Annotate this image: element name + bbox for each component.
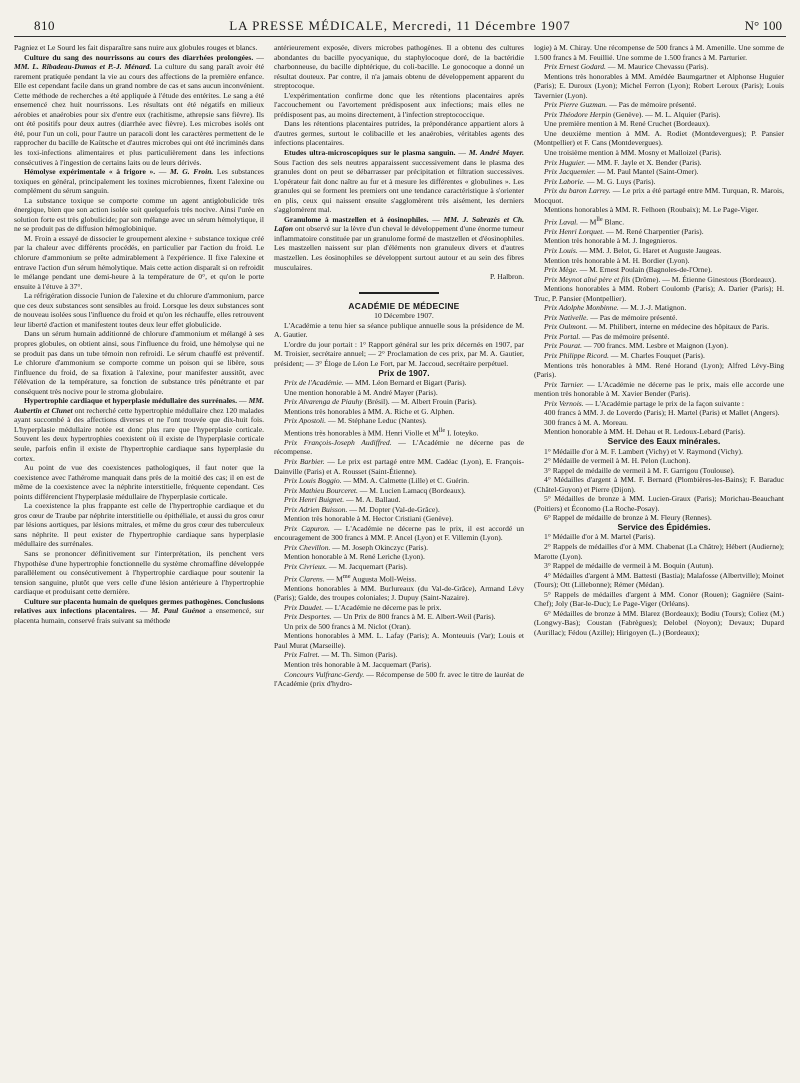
paragraph: Prix Civrieux. — M. Jacquemart (Paris).	[284, 561, 408, 571]
paragraph: Mention très honorable à M. Hector Cristiani (Genève).	[284, 514, 454, 524]
column-left	[14, 43, 264, 1083]
paragraph: Une deuxième mention à MM. A. Rodiet (Montdevergues); P. Pansier (Montpellier) et F. Cans (Montdevergues).	[534, 128, 784, 148]
paragraph: 400 francs à MM. J. de Loverdo (Paris); H. Martel (Paris) et Mallet (Angers).	[544, 408, 780, 418]
paragraph: Prix Pourat. — 700 francs. MM. Lesbre et Maignon (Lyon).	[544, 341, 729, 351]
paragraph: 3° Rappel de médaille de vermeil à M. Boquin (Autun).	[544, 561, 714, 571]
paragraph: Prix Ernest Godard. — M. Maurice Chevassu (Paris).	[544, 62, 709, 72]
paragraph: Prix Tarnier. — L'Académie ne décerne pas le prix, mais elle accorde une mention très honorable à M. Xavier Bender (Paris).	[534, 379, 784, 399]
paragraph: 2° Rappels de médailles d'or à MM. Chabenat (La Châtre); Hébert (Audierne); Marotte (Lyon).	[534, 541, 784, 561]
paragraph: 5° Rappels de médailles d'argent à MM. Conor (Rouen); Gagnière (Saint-Chef); Joly (Bar-le-Duc); Le Page-Viger (Orléans).	[534, 589, 784, 609]
paragraph: Prix Vernois. — L'Académie partage le prix de la façon suivante :	[544, 398, 745, 408]
paragraph: Prix Philippe Ricord. — M. Charles Fouquet (Paris).	[544, 351, 705, 361]
paragraph: Prix Oulmont. — M. Philibert, interne en médecine des hôpitaux de Paris.	[544, 322, 770, 332]
paragraph: Prix Henri Lorquet. — M. René Charpentier (Paris).	[544, 226, 704, 236]
paragraph: Prix Mège. — M. Ernest Poulain (Bagnoles-de-l'Orne).	[544, 265, 713, 275]
paragraph: Prix Adolphe Monbinne. — M. J.-J. Matignon.	[544, 303, 687, 313]
paragraph: Prix François-Joseph Audiffred. — L'Académie ne décerne pas de récompense.	[274, 437, 524, 457]
paragraph: Mentions très honorables à MM. A. Riche et G. Alphen.	[284, 406, 455, 416]
paragraph: Mentions très honorables à MM. René Horand (Lyon); Alfred Lévy-Bing (Paris).	[534, 360, 784, 380]
paragraph: Au point de vue des coexistences pathologiques, il faut noter que la coexistence avec l'athérome manquait dans près de la moitié des cas; il en est de même de la coexistence avec la néphrite interstitielle, fréquente cependant. Ces points différencient l'hyperplasie médullaire de l'hyperplasie corticale.	[14, 463, 264, 501]
section-divider	[359, 292, 439, 294]
paragraph: L'Académie a tenu hier sa séance publique annuelle sous la présidence de M. A. Gautier.	[274, 320, 524, 340]
paragraph: Dans les rétentions placentaires putrides, la prépondérance appartient alors à d'autres germes, surtout le colibacille et les anaérobies, véritables agents des infections placentaires.	[274, 119, 524, 148]
column-middle	[274, 43, 524, 1083]
paragraph: Prix Laval. — $M^{lle}$ Blanc.	[544, 215, 625, 227]
paragraph: Prix Meynot aîné père et fils (Drôme). — M. Étienne Ginestous (Bordeaux).	[544, 274, 777, 284]
paragraph: Un prix de 500 francs à M. Niclot (Oran).	[284, 621, 411, 631]
paragraph: 1° Médaille d'or à M. Martel (Paris).	[544, 532, 656, 542]
subsection-heading: Service des Eaux minérales.	[607, 435, 721, 446]
paragraph: Prix Falret. — M. Th. Simon (Paris).	[284, 650, 398, 660]
paragraph: Mentions très honorables à MM. Henri Violle et $M^{lle}$ I. Ioteyko.	[284, 426, 479, 438]
paragraph: Prix Huguier. — MM. F. Jayle et X. Bender (Paris).	[544, 157, 702, 167]
paragraph: Une troisième mention à MM. Mosny et Malloizel (Paris).	[544, 148, 722, 158]
paragraph: 6° Médailles de bronze à MM. Blarez (Bordeaux); Bodiu (Tours); Coliez (M.) (Longwy-Bas); Coustan (Fabrègues); Delobel (Noyon); Devaux; Dupard (Aurillac); Fédou (Azille); Hirigoyen (L.) (Bordeaux);	[534, 608, 784, 637]
paragraph: Prix Daudet. — L'Académie ne décerne pas le prix.	[284, 602, 442, 612]
paragraph: Mention très honorable à M. J. Ingegnieros.	[544, 236, 678, 246]
paragraph: Sans se prononcer définitivement sur l'interprétation, ils penchent vers l'hypothèse d'une hypertrophie fonctionnelle du système chromaffine développée parallèlement ou consécutivement à l'hypertrophie cardiaque pour soutenir la tension sanguine, plutôt que vers celle d'une lésion antérieure à l'hypertrophie cardiaque et produisant cette dernière.	[14, 548, 264, 597]
paragraph: Mention honorable à M. René Leriche (Lyon).	[284, 552, 425, 562]
paragraph: Prix Portal. — Pas de mémoire présenté.	[544, 331, 670, 341]
paragraph: Etudes ultra-microscopiques sur le plasma sanguin. — M. André Mayer. Sous l'action des sels neutres apparaissent successivement dans le plasma des granules dont on peut se débarrasser par précipitation et filtration successives. L'opérateur fait donc naître au fur et à mesure les différentes « globulines ». Les granules qui se forment les premiers ont une tendance caractéristique à s'orienter en plis, ceux qui naissent ensuite s'agglomèrent très aisément, les derniers s'agglomèrent mal.	[274, 148, 524, 215]
paragraph: L'expérimentation confirme donc que les rétentions placentaires après l'accouchement ou l'avortement prédisposent aux infections; mais elles ne prédisposent pas, au moins directement, à l'infection streptococcique.	[274, 90, 524, 119]
paragraph: Prix Louis. — MM. J. Belot, G. Haret et Auguste Jaugeas.	[544, 246, 722, 256]
paragraph: 3° Rappel de médaille de vermeil à M. F. Garrigou (Toulouse).	[544, 465, 735, 475]
paragraph: Prix Louis Boggio. — MM. A. Calmette (Lille) et C. Guérin.	[284, 476, 469, 486]
paragraph: Prix Apostoli. — M. Stéphane Leduc (Nantes).	[284, 416, 427, 426]
paragraph: Prix Nativelle. — Pas de mémoire présenté.	[544, 312, 678, 322]
masthead	[14, 14, 786, 37]
paragraph: La substance toxique se comporte comme un agent antiglobulicide très énergique, bien que son action isolée soit quelquefois très nocive. Ainsi l'urée en solution forte est très globulicide; par son mélange avec un sérum hémolytique, il ne se produit pas de diffusion hémoglobinique.	[14, 195, 264, 234]
paragraph: 1° Médaille d'or à M. F. Lambert (Vichy) et V. Raymond (Vichy).	[544, 446, 743, 456]
paragraph: Prix Chevillon. — M. Joseph Okinczyc (Paris).	[284, 542, 429, 552]
issue-number: N° 100	[744, 18, 782, 33]
paragraph: Prix Henri Buignet. — M. A. Ballaud.	[284, 495, 401, 505]
subsection-heading: Service des Épidémies.	[617, 521, 711, 532]
paragraph: 300 francs à M. A. Moreau.	[544, 417, 628, 427]
paragraph: Mentions honorables à MM. Robert Coulomb (Paris); A. Darier (Paris); H. Truc, P. Pansier (Montpellier).	[534, 284, 784, 303]
paragraph: Prix Clarens. — $M^{me}$ Augusta Moll-Weiss.	[284, 572, 417, 584]
paragraph: 4° Médailles d'argent à MM. Battesti (Bastia); Malafosse (Albertville); Moinet (Tours); Ott (Lillebonne); Rémer (Médan).	[534, 570, 784, 590]
paragraph: Mention très honorable à M. Jacquemart (Paris).	[284, 659, 432, 669]
paragraph: Mention honorable à MM. H. Dehau et R. Ledoux-Lebard (Paris).	[544, 427, 745, 437]
paragraph: Pagniez et Le Sourd les fait disparaître sans nuire aux globules rouges et blancs.	[14, 43, 258, 52]
paragraph: Culture sur placenta humain de quelques germes pathogènes. Conclusions relatives aux infections placentaires. — M. Paul Guénot a ensemencé, sur placenta humain, conservé frais suivant sa méthode	[14, 596, 264, 625]
paragraph: antérieurement exposée, divers microbes pathogènes. Il a obtenu des cultures abondantes du bacille pyocyanique, du staphylocoque doré, de la bactéridie charbonneuse, du bacille diphtérique, du coli-bacille. Le gonocoque a donné un résultat douteux. Par contre, il n'a jamais obtenu de développement apparent du streptocoque.	[274, 43, 524, 91]
paragraph: Mentions honorables à MM. R. Felhoen (Roubaix); M. Le Page-Viger.	[544, 205, 759, 215]
paragraph: Prix Alvarenga de Piauhy (Brésil). — M. Albert Frouin (Paris).	[284, 397, 477, 407]
paragraph: Hypertrophie cardiaque et hyperplasie médullaire des surrénales. — MM. Aubertin et Clunet ont recherché cette hypertrophie médullaire chez 120 malades ayant succombé à des affections diverses et ne l'ont trouvée que dix-huit fois. L'hyperplasie médullaire notée est donc plus rare que l'hyperplasie corticale. Souvent les deux hypertrophies coexistent où il existe de l'hyperplasie corticale seule, parfois enfin il existe de l'hypertrophie cardiaque sans hyperplasie du cortex.	[14, 396, 264, 463]
paragraph: Mentions très honorables à MM. Amédée Baumgartner et Alphonse Huguier (Paris); E. Duroux (Lyon); Michel Ferron (Lyon); Robert Leroux (Paris); Louis Tavernier (Lyon).	[534, 71, 784, 100]
paragraph: Prix Capuron. — L'Académie ne décerne pas le prix, il est accordé un encouragement de 300 francs à MM. P. Ancel (Lyon) et F. Villemin (Lyon).	[274, 523, 524, 543]
paragraph: Prix de l'Académie. — MM. Léon Bernard et Bigart (Paris).	[284, 378, 467, 388]
paragraph: Prix Adrien Buisson. — M. Dopter (Val-de-Grâce).	[284, 504, 440, 514]
paragraph: Mentions honorables à MM. L. Lafay (Paris); A. Monteuuis (Var); Louis et Paul Murat (Marseille).	[274, 631, 524, 650]
paragraph: Culture du sang des nourrissons au cours des diarrhées prolongées. — MM. L. Ribadeau-Dumas et P.-J. Ménard. La culture du sang paraît avoir été rarement pratiquée pendant la vie au cours des affections de la première enfance. Elle est cependant facile dans un grand nombre de cas et sans aucun inconvénient. Cette méthode de recherches a été appliquée à l'étude des entérites. Le sang a été ensemencé chez huit nourrissons. Les résultats ont été négatifs en milieux aérobies et anaérobies pour six d'entre eux (rachitisme, athrepsie sans fièvre). Ils ont été positifs pour deux autres (diarrhée avec fièvre). Les microbes isolés ont été, pour l'un un coli, pour l'autre un paracoli dont les caractères permettent de le rapprocher du bacille de Kaütsche et d'autres microbes qui ont été incriminés dans les toxi-infections alimentaires et plus particulièrement dans les infections consécutives à l'ingestion de certains laits ou de leurs dérivés.	[14, 52, 264, 167]
paragraph: L'ordre du jour portait : 1° Rapport général sur les prix décernés en 1907, par M. Troisier, secrétaire annuel; — 2° Proclamation de ces prix, par M. A. Gautier, président; — 3° Éloge de Léon Le Fort, par M. Jaccoud, secrétaire perpétuel.	[274, 339, 524, 368]
paragraph: 4° Médailles d'argent à MM. F. Bernard (Plombières-les-Bains); F. Baraduc (Châtel-Guyon) et Pierre (Dijon).	[534, 475, 784, 494]
paragraph: Prix Théodore Herpin (Genève). — M. L. Alquier (Paris).	[544, 109, 721, 119]
paragraph: Concours Vulfranc-Gerdy. — Récompense de 500 fr. avec le titre de lauréat de l'Académie (prix d'hydro-	[274, 669, 524, 689]
journal-title: LA PRESSE MÉDICALE, Mercredi, 11 Décembre 1907	[229, 18, 571, 33]
paragraph: Prix Pierre Guzman. — Pas de mémoire présenté.	[544, 100, 697, 110]
paragraph: Mention très honorable à M. H. Bordier (Lyon).	[544, 255, 690, 265]
paragraph: 5° Médailles de bronze à MM. Lucien-Graux (Paris); Morichau-Beauchant (Poitiers) et Économo (La Roche-Posay).	[534, 494, 784, 513]
paragraph: Prix Laborie. — M. G. Luys (Paris).	[544, 176, 656, 186]
page-number: 810	[34, 18, 55, 33]
text-columns	[14, 43, 786, 1083]
column-right	[534, 43, 784, 1083]
paragraph: Prix Mathieu Bourceret. — M. Lucien Lamacq (Bordeaux).	[284, 485, 466, 495]
paragraph: Prix du baron Larrey. — Le prix a été partagé entre MM. Turquan, R. Marois, Mocquot.	[534, 186, 784, 205]
paragraph: Granulome à mastzellen et à éosinophiles. — MM. J. Sabrazès et Ch. Lafon ont observé sur la lèvre d'un cheval le développement d'une énorme tumeur inflammatoire constituée par un granulome formé de mastzellen et d'éosinophiles. Les mastzellen naissent sur plan d'éléments non granuleux divers et d'autres mastzellen. Les éosinophiles se développent surtout autour et au sein des fibres musculaires.	[274, 214, 524, 272]
paragraph: Prix Barbier. — Le prix est partagé entre MM. Cadéac (Lyon), E. François-Dainville (Paris) et A. Rousset (Saint-Étienne).	[274, 456, 524, 476]
paragraph: Prix Desportes. — Un Prix de 800 francs à M. E. Albert-Weil (Paris).	[284, 612, 496, 622]
paragraph: La réfrigération dissocie l'union de l'alexine et du chlorure d'ammonium, parce que ces deux substances sont sensibles au froid. Lorsque les deux substances sont de nouveau isolées sous l'influence du froid et qu'on les réchauffe, elles retrouvent leur liberté d'action et manifestent toutes deux leur effet globulicide.	[14, 291, 264, 329]
paragraph: 6° Rappel de médaille de bronze à M. Fleury (Rennes).	[544, 513, 712, 523]
paragraph: 2° Médaille de vermeil à M. H. Pelon (Luchon).	[544, 456, 691, 466]
paragraph: Une première mention à M. René Cruchet (Bordeaux).	[544, 119, 710, 129]
paragraph: Une mention honorable à M. André Mayer (Paris).	[284, 387, 438, 397]
paragraph: Dans un sérum humain additionné de chlorure d'ammonium et mélangé à ses propres globules, on obtient ainsi, sous l'influence du froid, une hémolyse qui ne se produit pas dans un tube témoin non refroidi. Le sérum chauffé est préventif. Le chlorure d'ammonium se comporte comme un poison qui se libère, sous l'influence du froid, de sa fixation à l'alexine, pour manifester aussitôt, avec l'élévation de la température, sa fonction de substance très pénétrante et par conséquent très nocive pour le stroma globulaire.	[14, 329, 264, 396]
paragraph: Mentions honorables à MM. Burlureaux (du Val-de-Grâce), Armand Lévy (Paris); Galde, des troupes coloniales; J. Dupuy (Saint-Nazaire).	[274, 583, 524, 603]
section-heading: ACADÉMIE DE MÉDECINE	[348, 300, 460, 311]
subsection-heading: Prix de 1907.	[378, 367, 430, 378]
paragraph: La coexistence la plus frappante est celle de l'hypertrophie cardiaque et du gros cœur de Traube par néphrite interstitielle ou épithéliale, et aussi du gros cœur par lésions aortiques, par lésions mitrales, et même du gros cœur des tuberculeux sans néphrite. Il peut exister de l'hypertrophie cardiaque sans hyperplasie médullaire des surrénales.	[14, 501, 264, 549]
paragraph: Prix Jacquemier. — M. Paul Mantel (Saint-Omer).	[544, 167, 699, 177]
paragraph: Hémolyse expérimentale « à frigore ». — M. G. Froin. Les substances toxiques en général, principalement les toxines microbiennes, fixent l'alexine ou complément du sérum sanguin.	[14, 167, 264, 196]
section-date: 10 Décembre 1907.	[374, 311, 434, 321]
author-signature: P. Halbron.	[490, 272, 524, 282]
paragraph: logie) à M. Chiray. Une récompense de 500 francs à M. Amenille. Une somme de 1.500 francs à M. Feuillié. Une somme de 1.500 francs à M. Parturier.	[534, 43, 784, 62]
paragraph: M. Froin a essayé de dissocier le groupement alexine + substance toxique créé par la chaleur avec différents procédés, en particulier par l'action du froid. Le chlorure d'ammonium se prête admirablement à l'expérience. Il fixe l'alexine et entrave l'action d'un sérum hémolytique. Mais cette action disparaît si on refroidit le mélange pendant une demi-heure à la température de 0°, et qu'on le porte ensuite à l'étuve à 37°.	[14, 233, 264, 291]
